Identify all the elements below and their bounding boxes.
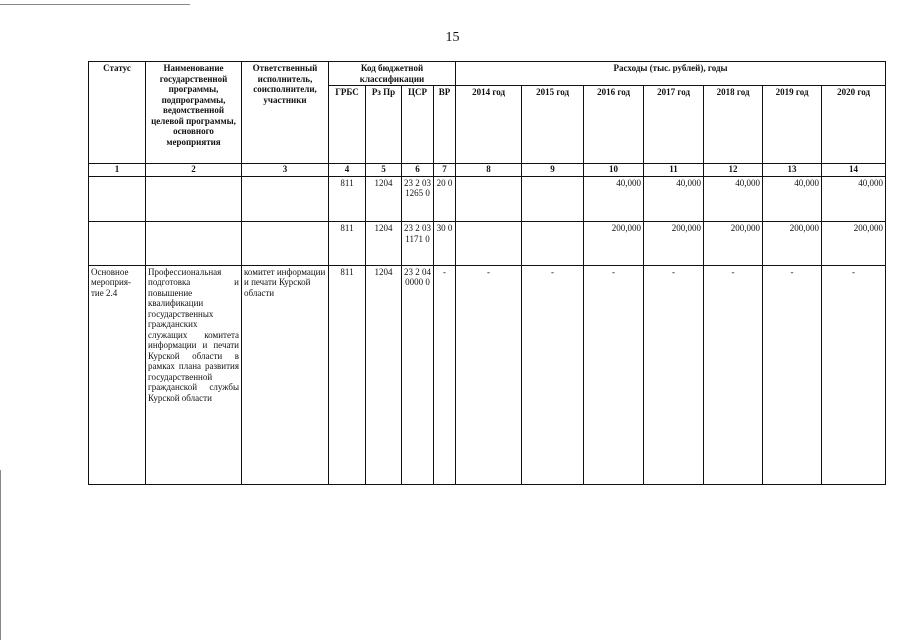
cell-amount: 40,000 xyxy=(763,176,822,222)
cell-amount: - xyxy=(584,265,644,484)
cell-amount: - xyxy=(822,265,886,484)
header-name: Наименование государственной программы, подпрограммы, ведомственной целевой программы, основного мероприятия xyxy=(146,62,242,164)
cell-amount: 40,000 xyxy=(704,176,763,222)
column-number: 10 xyxy=(584,164,644,177)
header-status: Статус xyxy=(89,62,146,164)
column-number: 7 xyxy=(434,164,456,177)
cell-vr: 20 0 xyxy=(434,176,456,222)
cell-amount: - xyxy=(644,265,704,484)
column-number: 3 xyxy=(242,164,329,177)
cell-grbs: 811 xyxy=(329,222,366,265)
column-number: 5 xyxy=(366,164,402,177)
cell-amount: - xyxy=(456,265,522,484)
cell-rzpr: 1204 xyxy=(366,222,402,265)
cell-amount: 200,000 xyxy=(763,222,822,265)
cell-vr: - xyxy=(434,265,456,484)
cell-name xyxy=(146,222,242,265)
column-number: 12 xyxy=(704,164,763,177)
header-year: 2020 год xyxy=(822,86,886,164)
header-grbs: ГРБС xyxy=(329,86,366,164)
cell-csr: 23 2 03 1265 0 xyxy=(402,176,434,222)
column-number: 14 xyxy=(822,164,886,177)
column-number: 11 xyxy=(644,164,704,177)
cell-executor xyxy=(242,222,329,265)
column-number: 4 xyxy=(329,164,366,177)
cell-amount xyxy=(456,222,522,265)
column-number: 6 xyxy=(402,164,434,177)
cell-amount: 200,000 xyxy=(644,222,704,265)
header-year: 2016 год xyxy=(584,86,644,164)
header-vr: ВР xyxy=(434,86,456,164)
cell-status xyxy=(89,176,146,222)
cell-amount: 40,000 xyxy=(644,176,704,222)
header-year: 2019 год xyxy=(763,86,822,164)
cell-amount: 200,000 xyxy=(822,222,886,265)
cell-executor xyxy=(242,176,329,222)
scan-edge-mark-left xyxy=(0,470,1,640)
cell-amount: - xyxy=(763,265,822,484)
cell-amount: 200,000 xyxy=(704,222,763,265)
cell-amount xyxy=(522,222,584,265)
column-number: 9 xyxy=(522,164,584,177)
column-number: 1 xyxy=(89,164,146,177)
budget-table xyxy=(88,61,886,485)
table-row xyxy=(89,176,886,222)
cell-vr: 30 0 xyxy=(434,222,456,265)
column-number-row xyxy=(89,164,886,177)
cell-amount xyxy=(522,176,584,222)
header-year: 2014 год xyxy=(456,86,522,164)
cell-grbs: 811 xyxy=(329,265,366,484)
header-year: 2017 год xyxy=(644,86,704,164)
header-row xyxy=(89,62,886,86)
column-number: 13 xyxy=(763,164,822,177)
header-budget-code: Код бюджетной классификации xyxy=(329,62,456,86)
cell-rzpr: 1204 xyxy=(366,176,402,222)
cell-status xyxy=(89,222,146,265)
header-expenses: Расходы (тыс. рублей), годы xyxy=(456,62,886,86)
cell-amount: - xyxy=(704,265,763,484)
cell-name: Профессиональная подготовка и повышение квалификации государственных гражданских служащих комитета информации и печати Курской области в рамках плана развития государственной гражданской службы Курской области xyxy=(146,265,242,484)
cell-status: Основное мероприя-тие 2.4 xyxy=(89,265,146,484)
cell-csr: 23 2 04 0000 0 xyxy=(402,265,434,484)
page-number: 15 xyxy=(445,30,460,45)
cell-rzpr: 1204 xyxy=(366,265,402,484)
cell-amount: 40,000 xyxy=(822,176,886,222)
column-number: 8 xyxy=(456,164,522,177)
header-executor: Ответственный исполнитель, соисполнители, участники xyxy=(242,62,329,164)
cell-csr: 23 2 03 1171 0 xyxy=(402,222,434,265)
header-rzpr: Рз Пр xyxy=(366,86,402,164)
cell-amount: - xyxy=(522,265,584,484)
cell-executor: комитет информации и печати Курской области xyxy=(242,265,329,484)
cell-amount xyxy=(456,176,522,222)
scan-edge-mark xyxy=(0,4,190,5)
header-year: 2018 год xyxy=(704,86,763,164)
column-number: 2 xyxy=(146,164,242,177)
cell-amount: 200,000 xyxy=(584,222,644,265)
cell-amount: 40,000 xyxy=(584,176,644,222)
table-row xyxy=(89,222,886,265)
cell-grbs: 811 xyxy=(329,176,366,222)
header-year: 2015 год xyxy=(522,86,584,164)
cell-name xyxy=(146,176,242,222)
header-csr: ЦСР xyxy=(402,86,434,164)
table-row xyxy=(89,265,886,484)
